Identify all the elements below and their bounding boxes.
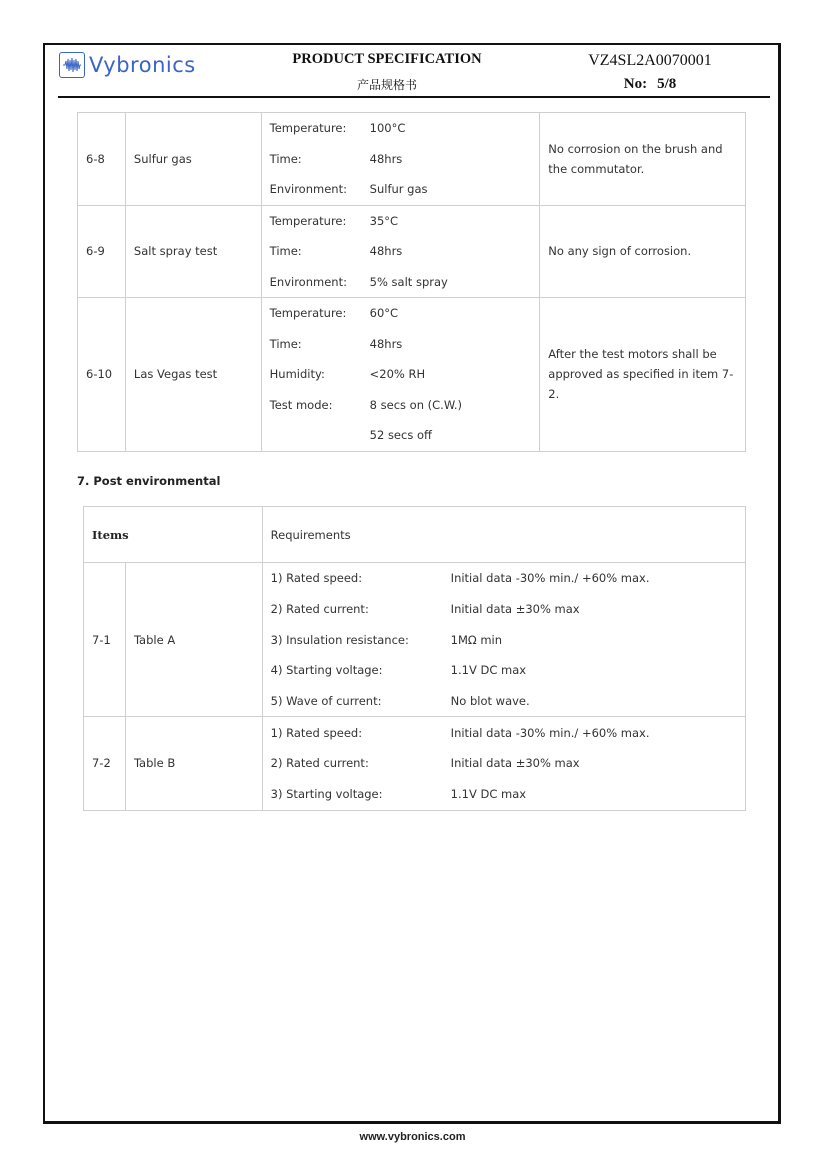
waveform-logo-icon	[59, 52, 85, 78]
item-name: Table A	[125, 563, 262, 717]
document-subtitle: 产品规格书	[356, 78, 417, 92]
header-items: Items	[84, 507, 263, 563]
page-number-label: No:	[623, 76, 648, 92]
document-code: VZ4SL2A0070001	[588, 52, 712, 69]
test-name: Salt spray test	[125, 205, 261, 298]
test-name: Las Vegas test	[125, 298, 261, 452]
test-requirement: After the test motors shall be approved as specified in item 7-2.	[540, 298, 746, 452]
item-requirements	[262, 563, 745, 717]
test-conditions	[261, 113, 540, 206]
header-divider	[58, 96, 770, 98]
document-title: PRODUCT SPECIFICATION	[292, 51, 482, 67]
condition-row: Time: 48hrs	[269, 151, 403, 166]
logo-text: Vybronics	[89, 53, 196, 77]
table-header-row	[84, 507, 746, 563]
table-row	[84, 563, 746, 717]
table-row	[78, 205, 746, 298]
table-row	[84, 717, 746, 810]
condition-row: Temperature: 60°C	[269, 306, 399, 321]
condition-row: Time: 48hrs	[269, 244, 403, 259]
page-number	[560, 76, 740, 93]
condition-row: 52 secs off	[369, 428, 432, 443]
test-id: 6-8	[78, 113, 126, 206]
requirement-row: 2) Rated current: Initial data ±30% max	[270, 756, 580, 771]
condition-row: Environment: 5% salt spray	[269, 274, 448, 289]
item-requirements	[262, 717, 745, 810]
item-id: 7-2	[84, 717, 126, 810]
condition-row: Time: 48hrs	[269, 336, 403, 351]
section-title: 7. Post environmental	[77, 474, 221, 488]
test-id: 6-10	[78, 298, 126, 452]
post-environmental-table	[83, 506, 746, 811]
requirement-row: 3) Insulation resistance: 1MΩ min	[270, 632, 503, 647]
condition-row: Temperature: 100°C	[269, 121, 406, 136]
requirement-row: 5) Wave of current: No blot wave.	[270, 694, 530, 709]
requirement-row: 3) Starting voltage: 1.1V DC max	[270, 787, 527, 802]
environmental-tests-table	[77, 112, 746, 452]
item-name: Table B	[125, 717, 262, 810]
test-requirement: No any sign of corrosion.	[540, 205, 746, 298]
requirement-row: 4) Starting voltage: 1.1V DC max	[270, 663, 527, 678]
table-row	[78, 113, 746, 206]
table-row	[78, 298, 746, 452]
vybronics-logo	[59, 52, 196, 78]
requirement-row: 2) Rated current: Initial data ±30% max	[270, 602, 580, 617]
requirement-row: 1) Rated speed: Initial data -30% min./ +60% max.	[270, 571, 650, 586]
test-conditions	[261, 298, 540, 452]
test-id: 6-9	[78, 205, 126, 298]
footer-url: www.vybronics.com	[359, 1131, 466, 1143]
test-conditions	[261, 205, 540, 298]
header-requirements: Requirements	[262, 507, 745, 563]
condition-row: Test mode: 8 secs on (C.W.)	[269, 397, 463, 412]
condition-row: Humidity: <20% RH	[269, 367, 426, 382]
page-number-value: 5/8	[657, 76, 677, 92]
test-requirement: No corrosion on the brush and the commutator.	[540, 113, 746, 206]
condition-row: Temperature: 35°C	[269, 213, 399, 228]
condition-row: Environment: Sulfur gas	[269, 182, 428, 197]
item-id: 7-1	[84, 563, 126, 717]
requirement-row: 1) Rated speed: Initial data -30% min./ +60% max.	[270, 725, 650, 740]
test-name: Sulfur gas	[125, 113, 261, 206]
